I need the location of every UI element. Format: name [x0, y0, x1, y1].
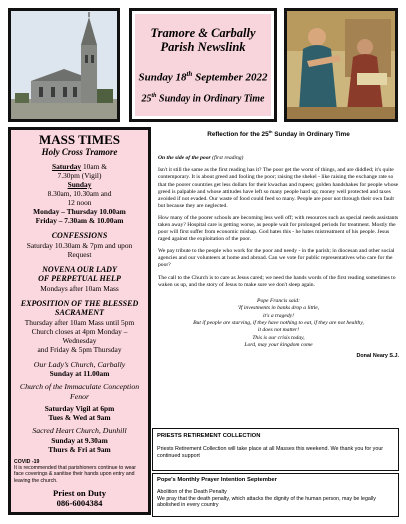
religious-painting	[284, 8, 398, 122]
mass-times-panel	[8, 127, 151, 515]
pope-intention-heading: Pope's Monthly Prayer Intention September	[157, 477, 277, 483]
priest-on-duty-heading: Priest on Duty	[53, 488, 106, 499]
exposition-heading-2: SACRAMENT	[55, 308, 104, 317]
reflection-subheading: On the side of the poor (first reading)	[158, 155, 244, 162]
sunday-label: Sunday	[67, 180, 92, 189]
painting-illustration	[287, 11, 395, 119]
covid-notice: It is recommended that parishioners continue to wear face coverings & sanitise their hands upon entry and leaving the church.	[14, 464, 136, 484]
reflection-paragraph: How many of the poorer schools are becoming less well off; with resources such as special needs assistants taken away? Hospital care is getting worse, as people wait for prolonged periods for treatment. Mostly the poor will first suffer from economic mishap. God hates this - he hates mistreatment of his people. Jesus raged against the exploitation of the poor.	[158, 214, 399, 243]
priest-on-duty-phone: 086-6004384	[56, 498, 103, 509]
quote-line: it does not matter!	[257, 327, 300, 334]
saturday-vigil: 7.30pm (Vigil)	[57, 171, 102, 180]
quote-line: Lord, may your kingdom come	[244, 342, 313, 349]
novena-heading: NOVENA OUR LADY	[42, 264, 117, 274]
novena-heading-2: OF PERPETUAL HELP	[38, 274, 121, 283]
covid-heading: COVID -19	[14, 458, 40, 465]
pope-intention-title: Abolition of the Death Penalty	[157, 488, 227, 495]
church-name: Holy Cross Tramore	[41, 147, 118, 157]
mass-times-heading: MASS TIMES	[38, 132, 121, 147]
dunhill-sunday: Sunday at 9.30am	[51, 435, 108, 445]
fenor-church-name-2: Fenor	[69, 391, 90, 401]
quote-line: 'If investments in banks drop a little,	[237, 305, 320, 312]
confessions-heading: CONFESSIONS	[51, 231, 108, 240]
dunhill-church-name: Sacred Heart Church, Dunhill	[32, 426, 127, 435]
reflection-section	[158, 126, 399, 422]
exposition-heading: EXPOSITION OF THE BLESSED	[20, 298, 139, 308]
reflection-paragraph: Isn't it still the same as the first reading has it? The poor get the worst of things, and are diddled; it's quite contemporary. It is about greed and fooling the poor; raising the shekel - like raising the exchange rate so that the poorer countries get less dollars for their kwachas and rupees; golden handshakes for people whose greed is palpable and whose attitudes have left so many people hard up; money well protected and taxes avoided if not evaded. Our waste of food could feed so many. People are poor not through their own fault but because they are neglected.	[158, 167, 399, 209]
dunhill-weekday: Thurs & Fri at 9am	[48, 444, 111, 454]
fenor-church-name: Church of the Immaculate Conception	[19, 382, 140, 391]
exposition-times: Thursday after 10am Mass until 5pm	[24, 317, 135, 327]
newsletter-title-box	[129, 8, 277, 122]
pope-francis-quote	[158, 298, 399, 350]
confessions-request: Request	[67, 249, 92, 259]
pope-prayer-intention	[152, 473, 399, 517]
newsletter-name: Parish Newslink	[160, 40, 246, 54]
reflection-paragraph: We pay tribute to the people who work for the poor and needy - in the parish; in diocesan and other social agencies and our volunteers at home and abroad. Can we vote for public representatives who care for the poor?	[158, 248, 395, 269]
reflection-paragraph: The call to the Church is to care as Jesus cared; we need the hands words of the first reading sometimes to waken us up, and the story of Jesus to make sure we don't sleep again.	[158, 274, 396, 288]
priests-retirement-text: Priests Retirement Collection will take place at all Masses this weekend. We thank you for your continued support	[157, 446, 384, 459]
reflection-title: Reflection for the 25th Sunday in Ordinary Time	[207, 129, 350, 139]
weekday-times: Monday – Thursday 10.00am	[33, 207, 126, 216]
priests-retirement-heading: PRIESTS RETIREMENT COLLECTION	[157, 433, 261, 439]
friday-times: Friday – 7.30am & 10.00am	[35, 216, 124, 225]
confessions-times: Saturday 10.30am & 7pm and upon	[26, 240, 133, 250]
quote-line: But if people are starving, if they have nothing to eat, if they are not healthy,	[193, 319, 364, 326]
sunday-times-noon: 12 noon	[67, 198, 92, 207]
fenor-vigil: Saturday Vigil at 6pm	[44, 404, 115, 413]
priests-retirement-notice	[152, 428, 399, 471]
church-photo	[8, 8, 120, 122]
reflection-author: Donal Neary S.J.	[356, 352, 399, 359]
church-closing-times: Church closes at 4pm Monday – Wednesday	[31, 326, 128, 345]
issue-date: Sunday 18th September 2022	[138, 70, 268, 84]
liturgical-sunday: 25th Sunday in Ordinary Time	[141, 92, 265, 104]
carbally-times: Sunday at 11.00am	[49, 369, 110, 378]
quote-line: This is our crisis today,	[252, 334, 305, 341]
novena-times: Mondays after 10am Mass	[40, 283, 119, 293]
sunday-times: 8.30am, 10.30am and	[47, 189, 112, 198]
pope-intention-text: We pray that the death penalty, which attacks the dignity of the human person, may be legally abolished in every country	[157, 495, 376, 509]
church-illustration	[11, 11, 117, 119]
parish-name: Tramore & Carbally	[150, 26, 256, 40]
quote-line: Pope Francis said:	[257, 297, 300, 304]
saturday-times: Saturday 10am &	[51, 162, 108, 171]
church-closing-times-2: and Friday & 5pm Thursday	[37, 344, 122, 354]
fenor-weekday: Tues & Wed at 9am	[48, 413, 111, 422]
carbally-church-name: Our Lady’s Church, Carbally	[33, 359, 126, 369]
quote-line: it's a tragedy!	[262, 312, 295, 319]
